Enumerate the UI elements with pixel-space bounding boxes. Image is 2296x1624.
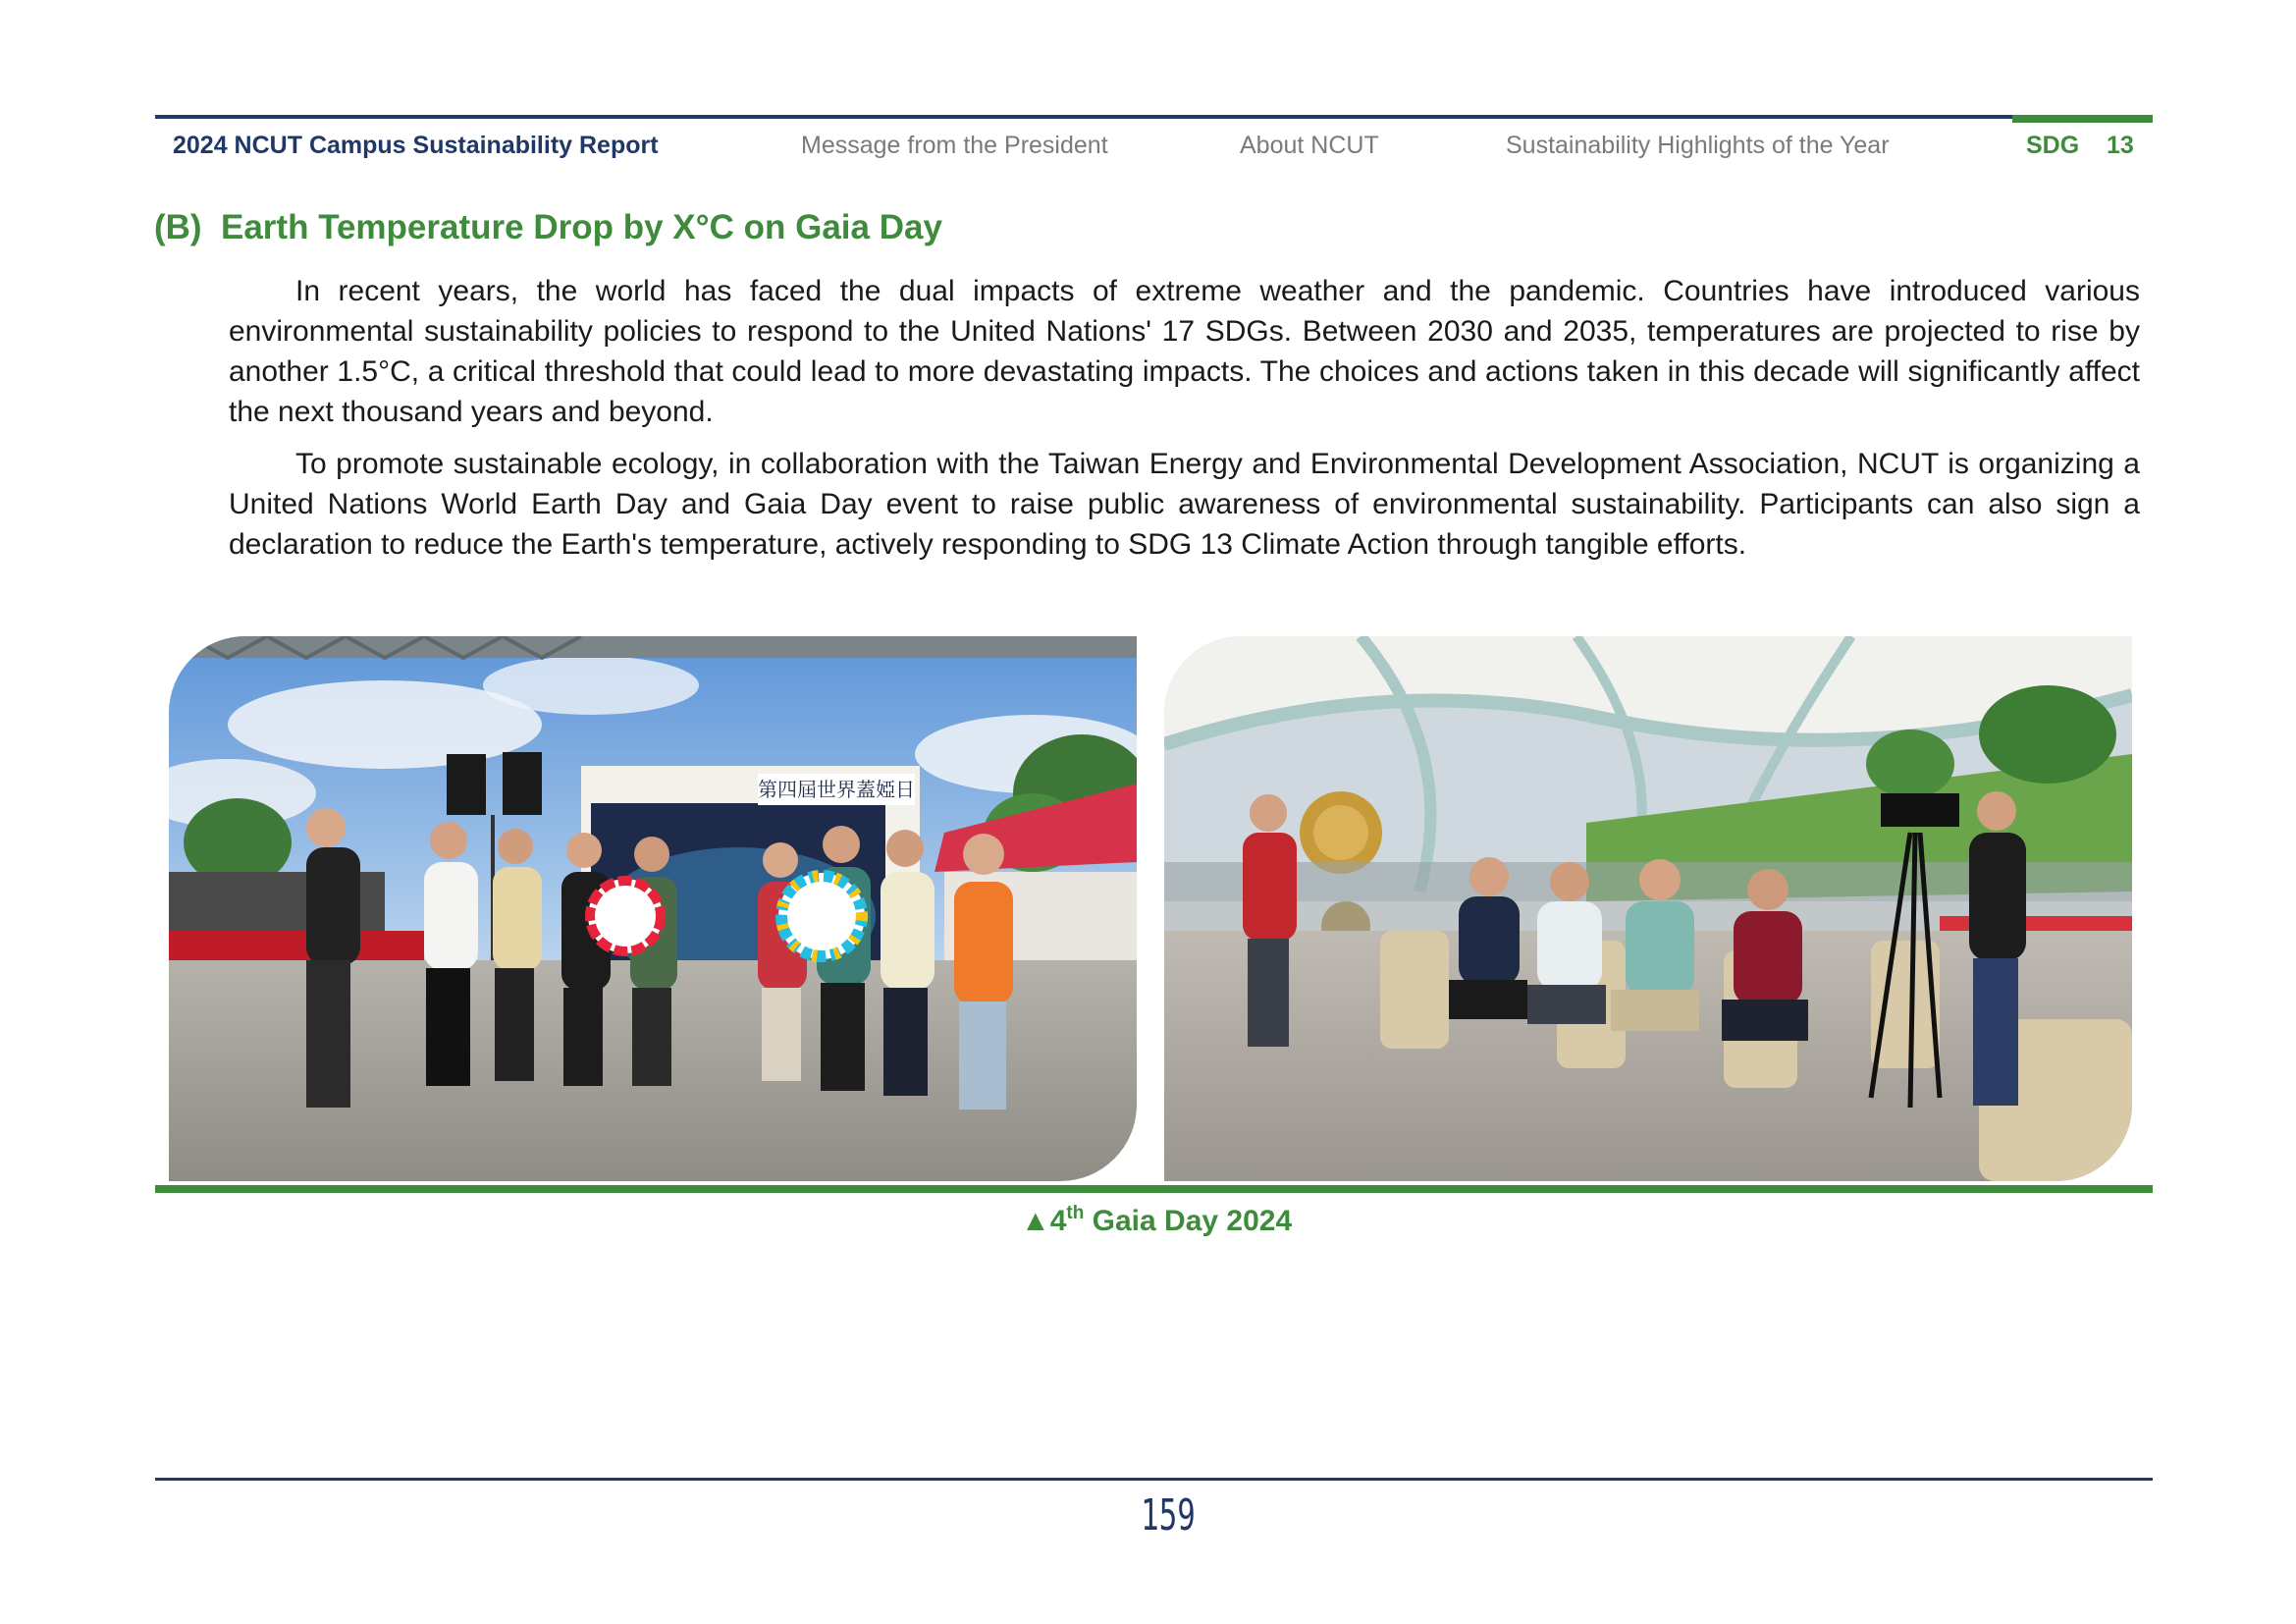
header-accent-rule <box>2012 115 2153 123</box>
section-label: (B) <box>154 208 202 246</box>
photo-group-with-sdg-wheels <box>169 636 1137 1181</box>
caption-ordinal-suffix: th <box>1066 1203 1085 1223</box>
section-heading <box>154 205 942 250</box>
nav-message-from-president[interactable]: Message from the President <box>801 132 1108 159</box>
caption-text: Gaia Day 2024 <box>1084 1205 1293 1237</box>
caption-ordinal-number: 4 <box>1049 1205 1067 1237</box>
section-title: Earth Temperature Drop by X°C on Gaia Day <box>221 208 942 246</box>
sdg-number[interactable]: 13 <box>2107 132 2134 159</box>
footer-rule <box>155 1478 2153 1481</box>
photo-illustration-right <box>1164 636 2132 1181</box>
sdg-wheel-left <box>588 879 663 953</box>
page-number: 159 <box>1141 1490 1196 1541</box>
nav-sustainability-highlights[interactable]: Sustainability Highlights of the Year <box>1506 132 1890 159</box>
body-paragraph-2: To promote sustainable ecology, in collaboration with the Taiwan Energy and Environmental Development Association, NCUT is organizing a United Nations World Earth Day and Gaia Day event to raise public awareness of environmental sustainability. Participants can also sign a declaration to reduce the Earth's temperature, actively responding to SDG 13 Climate Action through tangible efforts. <box>229 448 2140 561</box>
sdg-label[interactable]: SDG <box>2026 132 2080 159</box>
photo-illustration-left <box>169 636 1137 1181</box>
report-title[interactable]: 2024 NCUT Campus Sustainability Report <box>173 132 659 159</box>
photo-caption <box>1021 1202 1292 1241</box>
sdg-wheel-right <box>778 873 865 959</box>
header-rule <box>155 115 2012 119</box>
banner-text: 第四屆世界蓋婭日 <box>758 778 915 801</box>
photo-rule <box>155 1185 2153 1193</box>
triangle-icon: ▲ <box>1021 1205 1050 1237</box>
body-paragraph-1: In recent years, the world has faced the dual impacts of extreme weather and the pandemic. Countries have introduced various environmental sustainability policies to respond to the United Nations' 17 SDGs. Between 2030 and 2035, temperatures are projected to rise by another 1.5°C, a critical threshold that could lead to more devastating impacts. The choices and actions taken in this decade will significantly affect the next thousand years and beyond. <box>229 275 2140 428</box>
photo-seated-guests-under-canopy <box>1164 636 2132 1181</box>
nav-about-ncut[interactable]: About NCUT <box>1240 132 1379 159</box>
